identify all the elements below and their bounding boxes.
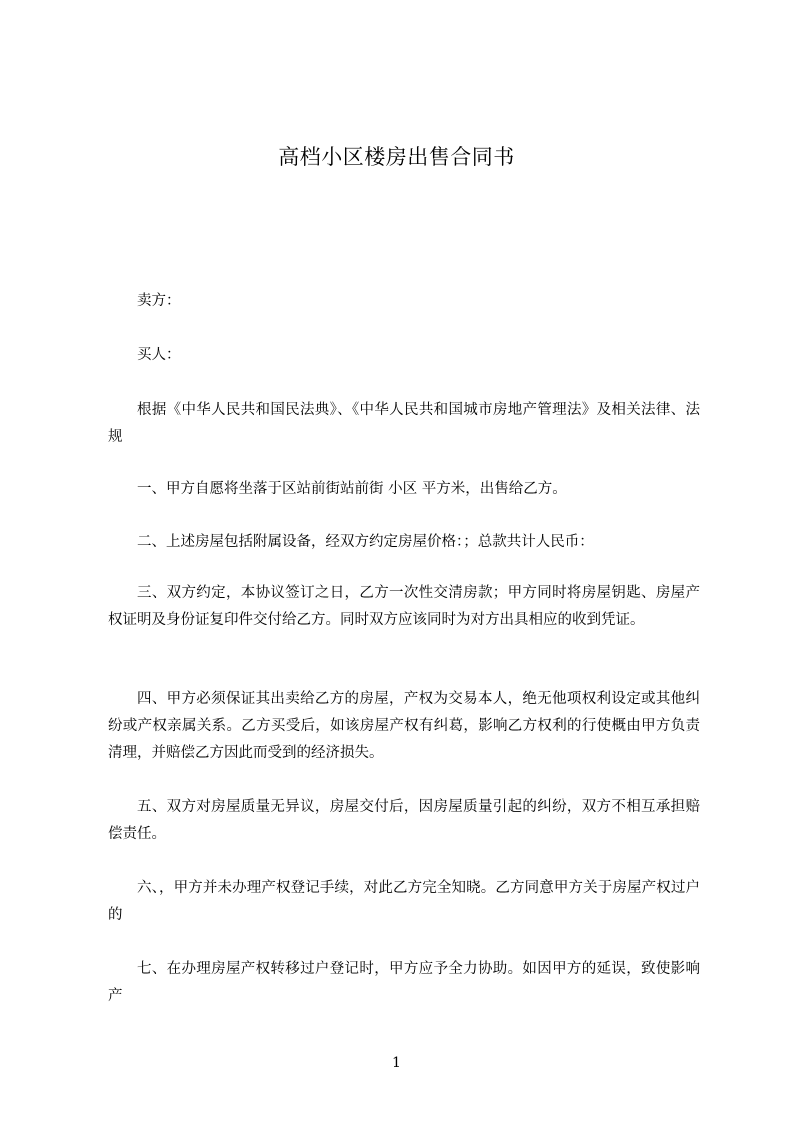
clause-3: 三、双方约定，本协议签订之日，乙方一次性交清房款；甲方同时将房屋钥匙、房屋产权证明及身份证复印件交付给乙方。同时双方应该同时为对方出具相应的收到凭证。 [108,585,700,628]
page-number: 1 [392,1055,401,1071]
legal-basis-paragraph: 根据《中华人民共和国民法典》、《中华人民共和国城市房地产管理法》及相关法律、法规 [108,402,700,445]
clause-1: 一、甲方自愿将坐落于区站前街站前街 小区 平方米，出售给乙方。 [137,481,567,497]
clause-4: 四、甲方必须保证其出卖给乙方的房屋，产权为交易本人，绝无他项权利设定或其他纠纷或产权亲属关系。乙方买受后，如该房屋产权有纠葛，影响乙方权利的行使概由甲方负责清理，并赔偿乙方因此而受到的经济损失。 [108,691,700,761]
clause-5: 五、双方对房屋质量无异议，房屋交付后，因房屋质量引起的纠纷，双方不相互承担赔偿责任。 [108,799,700,842]
buyer-label: 买人： [137,347,181,363]
clause-6: 六、，甲方并未办理产权登记手续，对此乙方完全知晓。乙方同意甲方关于房屋产权过户的 [108,880,700,923]
seller-label: 卖方： [137,293,181,309]
clause-7: 七、在办理房屋产权转移过户登记时，甲方应予全力协助。如因甲方的延误，致使影响产 [108,961,700,1004]
document-title: 高档小区楼房出售合同书 [278,145,515,169]
clause-2: 二、上述房屋包括附属设备，经双方约定房屋价格：；总款共计人民币： [137,534,594,550]
